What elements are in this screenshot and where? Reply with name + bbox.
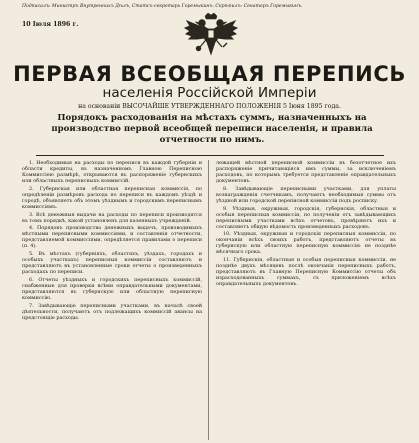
legal-basis-line: на основаніи ВЫСОЧАЙШЕ УТВЕРЖДЕННАГО ПОЛОЖЕНІЯ 5 Іюня 1895 года. <box>78 103 341 110</box>
paragraph: 9. Уѣздныя, окружныя, городскія, губернскія, областныя и особыя переписныя коммиссіи, по полученіи отъ завѣдывающихъ переписными участками всѣхъ отчетовъ, провѣряютъ ихъ и составляютъ общую вѣдомость произведенныхъ расходовъ. <box>216 205 396 230</box>
signature-line: Подписалъ: Министръ Внутреннихъ Дѣлъ, Статсъ-секретарь Горемыкинъ. Скрѣпилъ: Сенаторъ Горемыкинъ. <box>22 4 303 9</box>
left-column <box>22 160 202 442</box>
paragraph: 7. Завѣдывающіе переписными участками, въ началѣ своей дѣятельности, получаютъ отъ подлежащихъ коммиссій авансы на предстоящіе расходы. <box>22 302 202 321</box>
paragraph: 5. Въ мѣстахъ (губерніяхъ, областяхъ, уѣздахъ, городахъ и особыхъ участкахъ) переписныя коммиссіи составляютъ и представляютъ въ установленные сроки отчеты о произведенныхъ расходахъ по переписи. <box>22 251 202 276</box>
paragraph: 2. Губернская или областная переписная коммиссія, по опредѣленіи размѣровъ расхода по переписи въ каждомъ уѣздѣ и городѣ, объявляетъ объ этомъ уѣзднымъ и городскимъ переписнымъ коммиссіямъ. <box>22 185 202 210</box>
paragraph: 6. Отчеты уѣздныхъ и городскихъ переписныхъ коммиссій, снабженные для проверки всѣми оправдательными документами, представляются въ губернскую или областную переписную коммиссію. <box>22 276 202 301</box>
heading-divider <box>36 155 384 156</box>
right-column <box>216 160 396 442</box>
column-divider <box>208 160 209 440</box>
paragraph: 11. Губернскія, областныя и особыя переписныя коммиссіи, не позднѣе двухъ мѣсяцевъ послѣ окончанія переписныхъ работъ, представляютъ въ Главную Переписную Коммиссію отчеты объ израсходованныхъ суммахъ, съ приложеніемъ всѣхъ оправдательныхъ документовъ. <box>216 257 396 288</box>
paragraph: 3. Всѣ денежныя выдачи на расходы по переписи производятся въ томъ порядкѣ, какой установленъ для казенныхъ учрежденій. <box>22 211 202 224</box>
document-subtitle: населенія Россійской Имперіи <box>102 85 317 101</box>
paragraph: лежащей мѣстной переписной коммиссіи въ безотчетное ихъ распоряженіе причитающіяся имъ суммы, за исключеніемъ расходовъ, по которымъ требуется представленіе оправдательныхъ документовъ. <box>216 160 396 185</box>
document-title: ПЕРВАЯ ВСЕОБЩАЯ ПЕРЕПИСЬ <box>13 62 406 86</box>
section-heading: Порядокъ расходованія на мѣстахъ суммъ, назначенныхъ на производство первой всеобщей переписи населенія, и правила отчетности по нимъ. <box>51 113 373 145</box>
paragraph: 4. Порядокъ производства денежныхъ выдачъ, производимыхъ мѣстными переписными коммиссіями, и составленія отчетности, представляемой коммиссіями, опредѣляется правилами о переписи (п. 4). <box>22 225 202 250</box>
paragraph: 1. Необходимыя на расходы по переписи въ каждой губерніи и области кредиты, въ назначенномъ Главною Переписною Коммиссіею размѣрѣ, открываются въ распоряженіе губернскихъ или областныхъ переписныхъ коммиссій. <box>22 160 202 185</box>
document-date: 10 Іюля 1896 г. <box>22 21 79 28</box>
double-headed-eagle-icon <box>183 12 239 58</box>
paragraph: 8. Завѣдывающіе переписными участками, для уплаты вознагражденія счетчикамъ, получаютъ необходимыя суммы отъ уѣздной или городской переписной коммиссіи подъ росписку. <box>216 185 396 204</box>
paragraph: 10. Уѣздныя, окружныя и городскія переписныя коммиссіи, по окончаніи всѣхъ своихъ работъ, представляютъ отчеты въ губернскую или областную переписную коммиссію не позднѣе мѣсячнаго срока. <box>216 231 396 256</box>
